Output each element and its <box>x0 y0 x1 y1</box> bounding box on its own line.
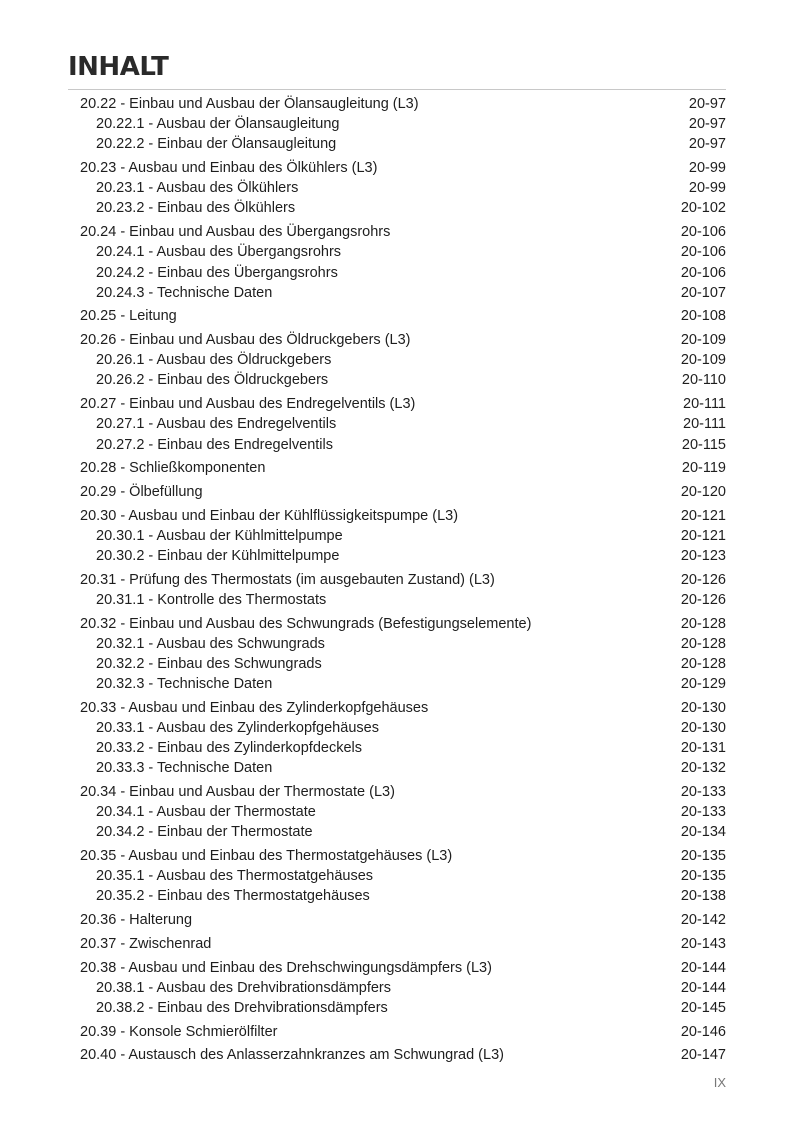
toc-subentry[interactable] <box>80 866 726 886</box>
toc-subentry[interactable] <box>80 978 726 998</box>
toc-entry-title: 20.23 - Ausbau und Einbau des Ölkühlers (L3) <box>80 160 378 177</box>
toc-section <box>80 958 726 1019</box>
toc-entry[interactable] <box>80 158 726 178</box>
toc-entry-title: 20.39 - Konsole Schmierölfilter <box>80 1023 278 1040</box>
toc-entry-title: 20.24.3 - Technische Daten <box>96 284 273 301</box>
toc-section <box>80 934 726 954</box>
toc-entry[interactable] <box>80 394 726 414</box>
toc-page-number: 20-115 <box>681 436 726 453</box>
toc-page-number: 20-121 <box>680 527 726 544</box>
toc-subentry[interactable] <box>80 283 726 303</box>
toc-page-number: 20-138 <box>680 888 726 905</box>
toc-entry-title: 20.33.1 - Ausbau des Zylinderkopfgehäuses <box>96 719 379 736</box>
toc-page-number: 20-119 <box>681 460 726 477</box>
toc-entry[interactable] <box>80 934 726 954</box>
toc-section <box>80 614 726 695</box>
toc-subentry[interactable] <box>80 886 726 906</box>
toc-page-number: 20-133 <box>680 804 726 821</box>
toc-page-number: 20-132 <box>680 760 726 777</box>
toc-entry-title: 20.23.2 - Einbau des Ölkühlers <box>96 200 296 217</box>
toc-subentry[interactable] <box>80 738 726 758</box>
toc-entry-title: 20.34.2 - Einbau der Thermostate <box>96 824 313 841</box>
title-divider <box>68 89 726 90</box>
toc-entry-title: 20.26.2 - Einbau des Öldruckgebers <box>96 372 329 389</box>
toc-page-number: 20-143 <box>680 935 726 952</box>
toc-entry[interactable] <box>80 570 726 590</box>
toc-page-number: 20-128 <box>680 615 726 632</box>
toc-subentry[interactable] <box>80 414 726 434</box>
toc-entry[interactable] <box>80 614 726 634</box>
toc-page-number: 20-145 <box>680 999 726 1016</box>
toc-subentry[interactable] <box>80 802 726 822</box>
toc-page-number: 20-106 <box>680 244 726 261</box>
toc-section <box>80 482 726 502</box>
toc-entry[interactable] <box>80 698 726 718</box>
toc-subentry[interactable] <box>80 350 726 370</box>
toc-entry[interactable] <box>80 330 726 350</box>
toc-entry-title: 20.34.1 - Ausbau der Thermostate <box>96 804 316 821</box>
toc-page-number: 20-107 <box>680 284 726 301</box>
toc-page-number: 20-97 <box>688 136 726 153</box>
toc-section <box>80 458 726 478</box>
toc-page-number: 20-97 <box>688 96 726 112</box>
page-title: INHALT <box>68 52 169 82</box>
toc-entry-title: 20.32.3 - Technische Daten <box>96 676 273 693</box>
toc-subentry[interactable] <box>80 435 726 455</box>
toc-section <box>80 782 726 843</box>
toc-section <box>80 846 726 907</box>
toc-subentry[interactable] <box>80 546 726 566</box>
toc-page-number: 20-109 <box>680 332 726 349</box>
toc-page-number: 20-133 <box>680 784 726 800</box>
toc-entry-title: 20.38.2 - Einbau des Drehvibrationsdämpfers <box>96 999 388 1016</box>
toc-entry-title: 20.26.1 - Ausbau des Öldruckgebers <box>96 352 332 369</box>
toc-page-number: 20-135 <box>680 848 726 865</box>
toc-entry-title: 20.36 - Halterung <box>80 912 193 929</box>
toc-page-number: 20-142 <box>680 912 726 929</box>
toc-subentry[interactable] <box>80 370 726 390</box>
toc-subentry[interactable] <box>80 718 726 738</box>
toc-subentry[interactable] <box>80 998 726 1018</box>
toc-subentry[interactable] <box>80 242 726 262</box>
toc-entry-title: 20.38.1 - Ausbau des Drehvibrationsdämpfers <box>96 979 392 996</box>
toc-entry-title: 20.35.2 - Einbau des Thermostatgehäuses <box>96 888 370 905</box>
toc-entry[interactable] <box>80 782 726 802</box>
toc-subentry[interactable] <box>80 114 726 134</box>
toc-entry-title: 20.24.2 - Einbau des Übergangsrohrs <box>96 264 338 281</box>
toc-entry-title: 20.24 - Einbau und Ausbau des Übergangsrohrs <box>80 224 391 241</box>
toc-page-number: 20-111 <box>683 416 726 433</box>
toc-entry-title: 20.37 - Zwischenrad <box>80 935 212 952</box>
toc-section <box>80 394 726 455</box>
toc-section <box>80 910 726 930</box>
toc-page-number: 20-128 <box>680 635 726 652</box>
table-of-contents <box>80 94 726 1069</box>
toc-entry-title: 20.22.1 - Ausbau der Ölansaugleitung <box>96 116 340 133</box>
toc-section <box>80 222 726 303</box>
toc-page-number: 20-106 <box>680 224 726 241</box>
toc-entry-title: 20.29 - Ölbefüllung <box>80 483 203 500</box>
toc-entry-title: 20.32.1 - Ausbau des Schwungrads <box>96 635 325 652</box>
toc-page-number: 20-126 <box>680 571 726 588</box>
toc-entry-title: 20.32 - Einbau und Ausbau des Schwungrads (Befestigungselemente) <box>80 615 532 632</box>
toc-page-number: 20-130 <box>680 699 726 716</box>
toc-section <box>80 1045 726 1065</box>
toc-entry-title: 20.30 - Ausbau und Einbau der Kühlflüssigkeitspumpe (L3) <box>80 507 459 524</box>
toc-page-number: 20-109 <box>680 352 726 369</box>
toc-entry-title: 20.24.1 - Ausbau des Übergangsrohrs <box>96 244 342 261</box>
toc-entry[interactable] <box>80 306 726 326</box>
toc-subentry[interactable] <box>80 758 726 778</box>
toc-page-number: 20-134 <box>680 824 726 841</box>
toc-entry-title: 20.35.1 - Ausbau des Thermostatgehäuses <box>96 868 374 885</box>
toc-section <box>80 330 726 391</box>
toc-entry-title: 20.31 - Prüfung des Thermostats (im ausgebauten Zustand) (L3) <box>80 571 495 588</box>
toc-entry[interactable] <box>80 222 726 242</box>
toc-section <box>80 158 726 219</box>
toc-section <box>80 306 726 326</box>
toc-entry-title: 20.33.3 - Technische Daten <box>96 760 273 777</box>
toc-page-number: 20-126 <box>680 591 726 608</box>
toc-entry[interactable] <box>80 846 726 866</box>
toc-entry[interactable] <box>80 958 726 978</box>
toc-page-number: 20-97 <box>688 116 726 133</box>
toc-section <box>80 1022 726 1042</box>
toc-page-number: 20-144 <box>680 979 726 996</box>
toc-section <box>80 506 726 567</box>
toc-page-number: 20-99 <box>688 180 726 197</box>
toc-page-number: 20-121 <box>680 507 726 524</box>
page-number: IX <box>713 1075 726 1090</box>
toc-entry-title: 20.27.2 - Einbau des Endregelventils <box>96 436 333 453</box>
toc-subentry[interactable] <box>80 674 726 694</box>
toc-entry[interactable] <box>80 506 726 526</box>
toc-page-number: 20-102 <box>680 200 726 217</box>
toc-subentry[interactable] <box>80 654 726 674</box>
toc-entry-title: 20.38 - Ausbau und Einbau des Drehschwingungsdämpfers (L3) <box>80 959 492 976</box>
toc-page-number: 20-120 <box>680 483 726 500</box>
toc-entry-title: 20.22 - Einbau und Ausbau der Ölansaugleitung (L3) <box>80 96 419 112</box>
toc-page-number: 20-108 <box>680 308 726 325</box>
toc-entry-title: 20.33 - Ausbau und Einbau des Zylinderkopfgehäuses <box>80 699 429 716</box>
toc-page-number: 20-147 <box>680 1047 726 1064</box>
toc-entry-title: 20.31.1 - Kontrolle des Thermostats <box>96 591 327 608</box>
toc-entry[interactable] <box>80 94 726 114</box>
toc-entry-title: 20.32.2 - Einbau des Schwungrads <box>96 655 322 672</box>
toc-entry[interactable] <box>80 482 726 502</box>
toc-entry-title: 20.35 - Ausbau und Einbau des Thermostatgehäuses (L3) <box>80 848 453 865</box>
toc-entry-title: 20.27.1 - Ausbau des Endregelventils <box>96 416 337 433</box>
toc-page-number: 20-106 <box>680 264 726 281</box>
toc-entry-title: 20.33.2 - Einbau des Zylinderkopfdeckels <box>96 740 362 757</box>
toc-page-number: 20-110 <box>681 372 726 389</box>
toc-section <box>80 698 726 779</box>
toc-page-number: 20-123 <box>680 547 726 564</box>
toc-entry-title: 20.27 - Einbau und Ausbau des Endregelventils (L3) <box>80 396 416 413</box>
toc-page-number: 20-130 <box>680 719 726 736</box>
toc-subentry[interactable] <box>80 590 726 610</box>
toc-page-number: 20-128 <box>680 655 726 672</box>
toc-section <box>80 570 726 610</box>
toc-entry[interactable] <box>80 1045 726 1065</box>
toc-entry-title: 20.25 - Leitung <box>80 308 177 325</box>
toc-entry-title: 20.30.2 - Einbau der Kühlmittelpumpe <box>96 547 340 564</box>
toc-page-number: 20-135 <box>680 868 726 885</box>
toc-entry-title: 20.40 - Austausch des Anlasserzahnkranzes am Schwungrad (L3) <box>80 1047 504 1064</box>
toc-entry-title: 20.28 - Schließkomponenten <box>80 460 266 477</box>
toc-page-number: 20-129 <box>680 676 726 693</box>
toc-page-number: 20-144 <box>680 959 726 976</box>
toc-page-number: 20-146 <box>680 1023 726 1040</box>
toc-section <box>80 94 726 155</box>
toc-entry-title: 20.23.1 - Ausbau des Ölkühlers <box>96 180 299 197</box>
toc-subentry[interactable] <box>80 526 726 546</box>
toc-page-number: 20-111 <box>683 396 726 413</box>
toc-page-number: 20-131 <box>680 740 726 757</box>
toc-subentry[interactable] <box>80 263 726 283</box>
toc-entry-title: 20.34 - Einbau und Ausbau der Thermostate (L3) <box>80 784 395 800</box>
toc-entry[interactable] <box>80 910 726 930</box>
toc-entry-title: 20.22.2 - Einbau der Ölansaugleitung <box>96 136 337 153</box>
toc-subentry[interactable] <box>80 822 726 842</box>
toc-page-number: 20-99 <box>688 160 726 177</box>
toc-subentry[interactable] <box>80 198 726 218</box>
toc-subentry[interactable] <box>80 178 726 198</box>
toc-entry-title: 20.26 - Einbau und Ausbau des Öldruckgebers (L3) <box>80 332 411 349</box>
toc-entry[interactable] <box>80 458 726 478</box>
toc-entry-title: 20.30.1 - Ausbau der Kühlmittelpumpe <box>96 527 343 544</box>
toc-subentry[interactable] <box>80 134 726 154</box>
toc-subentry[interactable] <box>80 634 726 654</box>
toc-entry[interactable] <box>80 1022 726 1042</box>
